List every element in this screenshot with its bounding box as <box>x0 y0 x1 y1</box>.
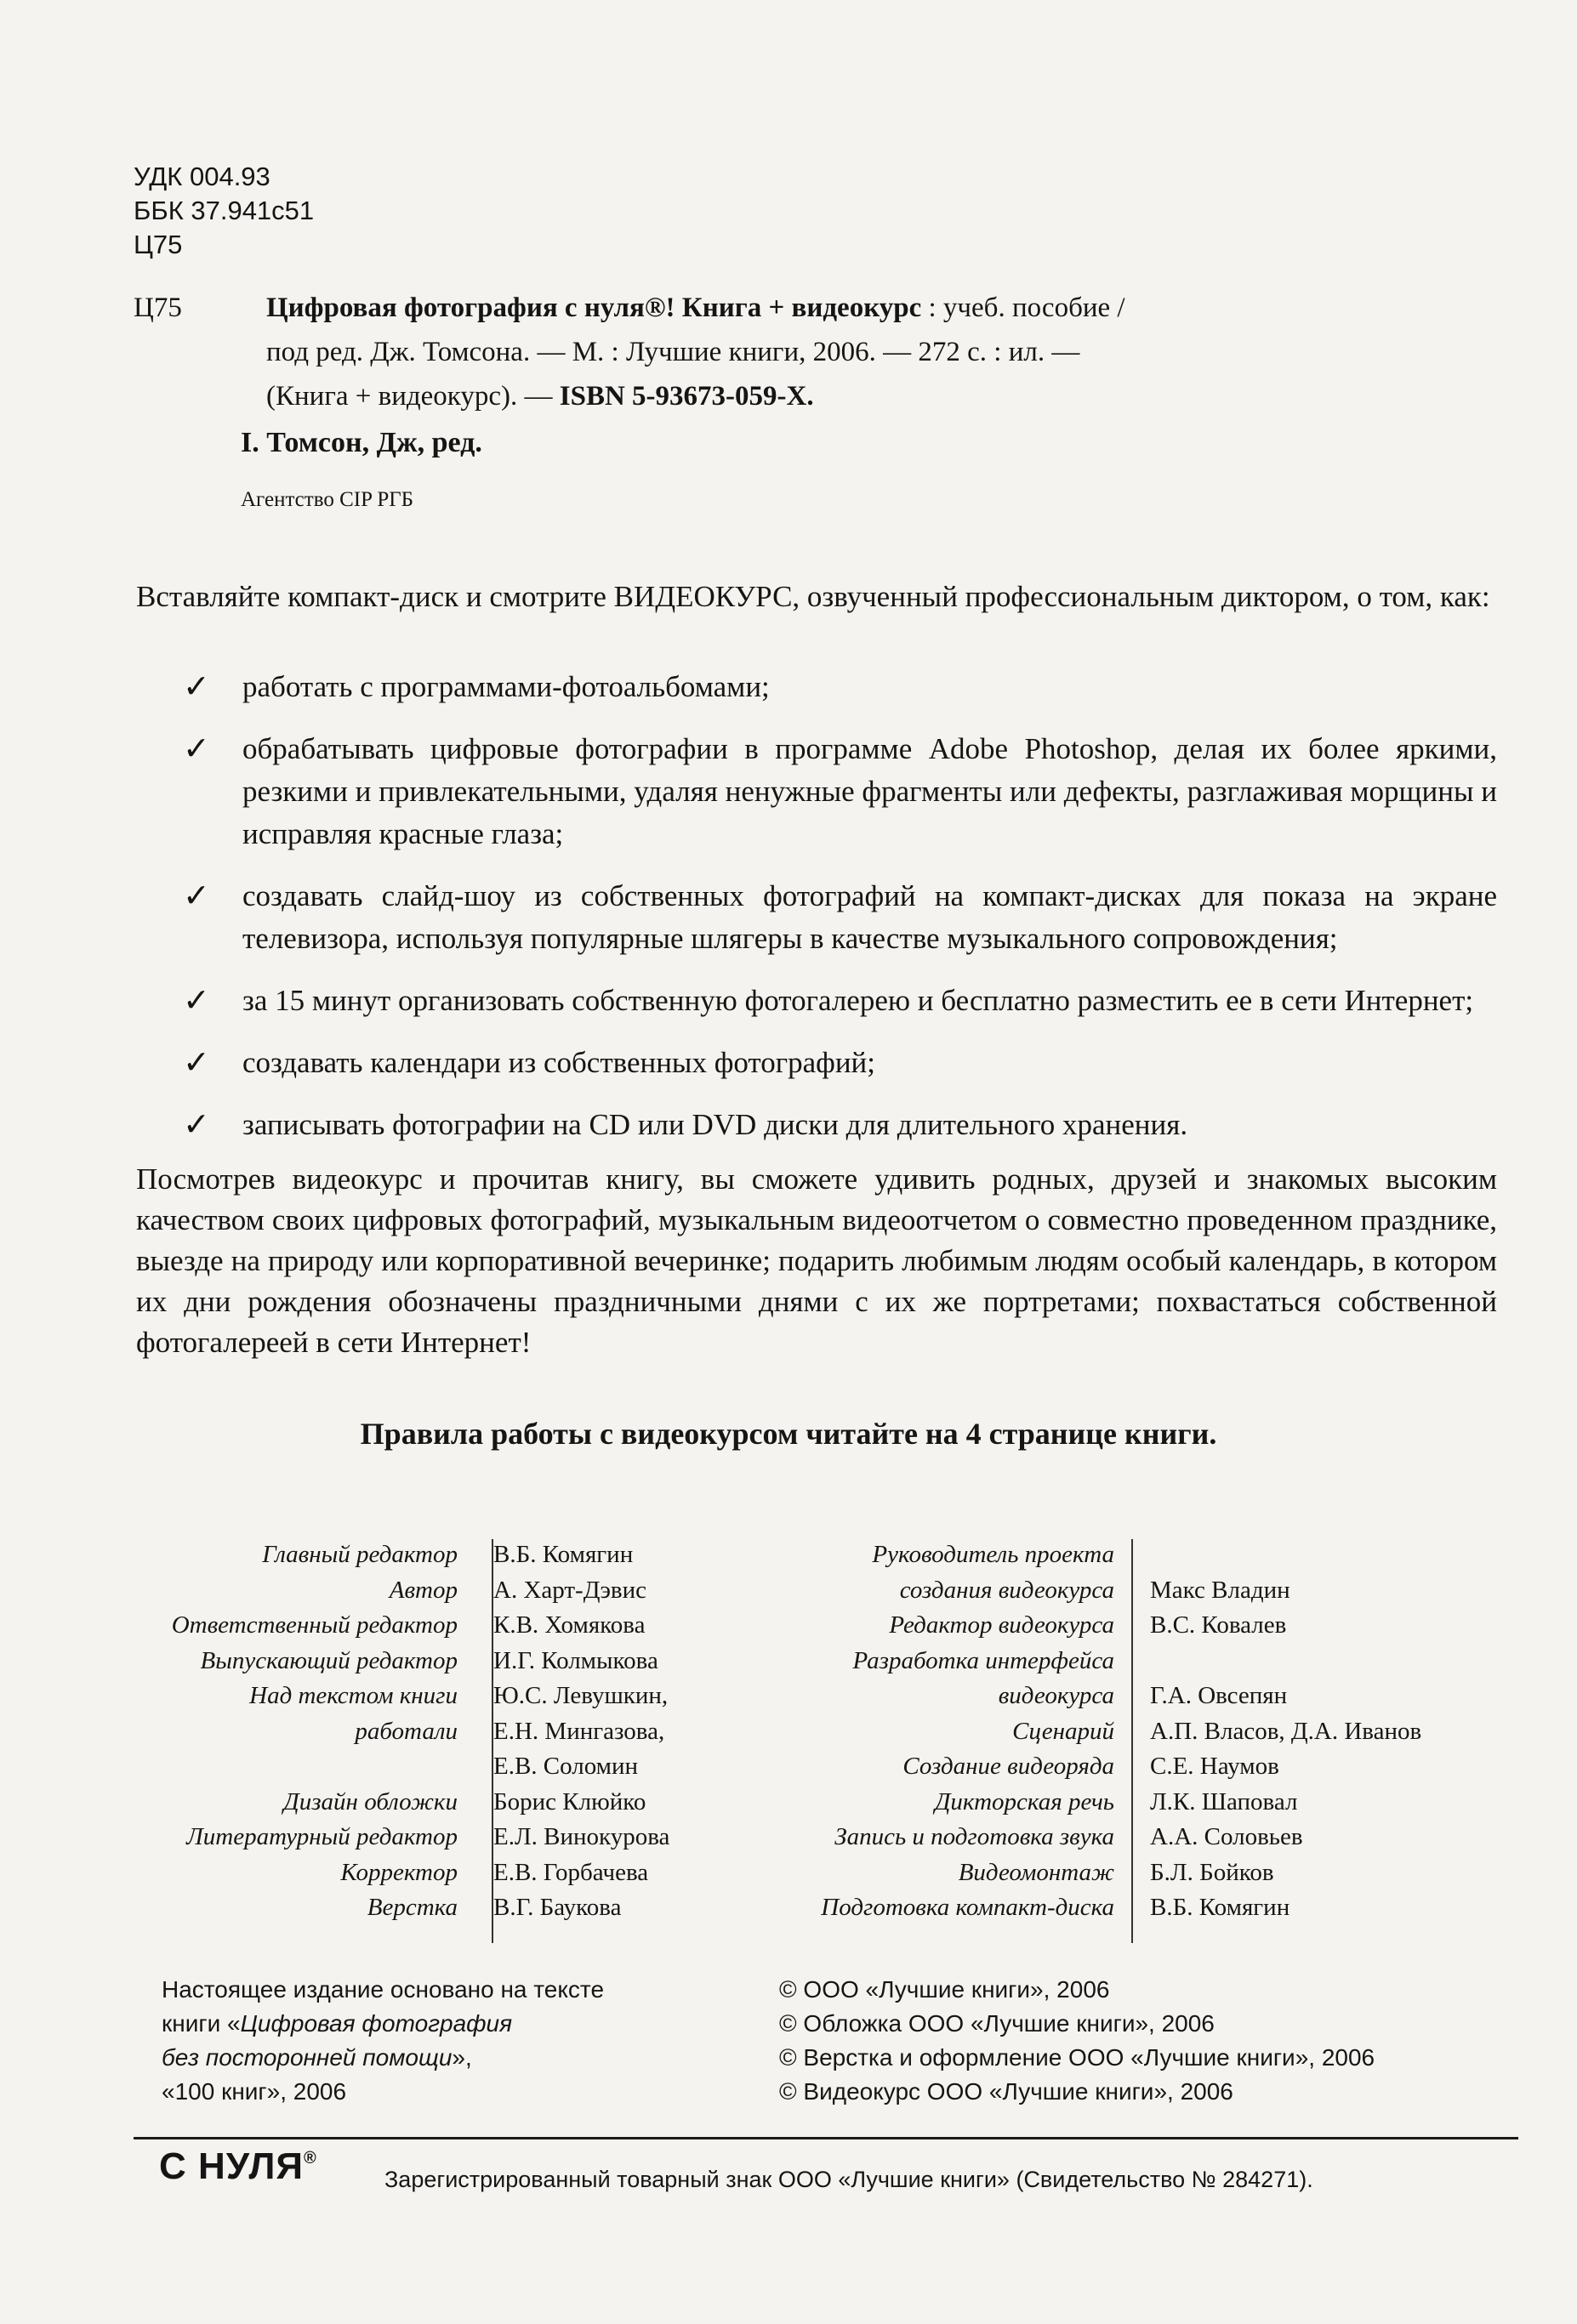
credit-person: А.А. Соловьев <box>1150 1823 1303 1850</box>
summary-paragraph: Посмотрев видеокурс и прочитав книгу, вы сможете удивить родных, друзей и знакомых высоким качеством своих цифровых фотографий, музыкальным видеоотчетом о совместно проведенном празднике, выезде на природу или корпоративной вечеринке; подарить любимым людям особый календарь, в котором их дни рождения обозначены праздничными днями с их же портретами; похвастаться собственной фотогалереей в сети Интернет! <box>136 1162 1497 1359</box>
book-title-rest: : учеб. пособие / <box>921 293 1125 323</box>
trademark-notice: Зарегистрированный товарный знак ООО «Лучшие книги» (Свидетельство № 284271). <box>384 2167 1313 2192</box>
list-item-text: за 15 минут организовать собственную фотогалерею и бесплатно разместить ее в сети Интернет; <box>242 984 1474 1017</box>
list-item-text: записывать фотографии на CD или DVD диски для длительного хранения. <box>242 1108 1188 1141</box>
credit-person: А. Харт-Дэвис <box>493 1576 647 1604</box>
credit-role: Литературный редактор <box>186 1823 458 1850</box>
copyright-line: © Верстка и оформление ООО «Лучшие книги», 2006 <box>779 2044 1375 2071</box>
credit-role: видеокурса <box>998 1682 1114 1709</box>
rules-note: Правила работы с видеокурсом читайте на 4 странице книги. <box>360 1417 1217 1451</box>
catalog-line-3 <box>266 374 1457 418</box>
credit-person: В.С. Ковалев <box>1150 1611 1287 1639</box>
source-text: книги « <box>162 2010 241 2037</box>
credit-role: Сценарий <box>1012 1717 1114 1745</box>
credit-role: Выпускающий редактор <box>200 1646 458 1674</box>
credit-role: создания видеокурса <box>899 1576 1114 1604</box>
catalog-line-2: под ред. Дж. Томсона. — М. : Лучшие книги, 2006. — 272 с. : ил. — <box>266 337 1080 367</box>
credit-person: Б.Л. Бойков <box>1150 1858 1274 1886</box>
copyright-line: © ООО «Лучшие книги», 2006 <box>779 1976 1110 2003</box>
brand-logo <box>159 2145 317 2188</box>
credit-row <box>783 1644 1507 1679</box>
credits-left <box>128 1537 766 1926</box>
registered-mark: ® <box>303 2149 317 2168</box>
credit-row <box>128 1785 766 1821</box>
footer-rule <box>134 2137 1518 2139</box>
credit-row <box>128 1608 766 1644</box>
copyright-line: © Обложка ООО «Лучшие книги», 2006 <box>779 2010 1215 2037</box>
credit-row <box>128 1820 766 1855</box>
credit-person: Е.В. Горбачева <box>493 1858 649 1886</box>
credit-person: К.В. Хомякова <box>493 1611 646 1639</box>
intro-paragraph: Вставляйте компакт-диск и смотрите ВИДЕОКУРС, озвученный профессиональным диктором, о том, как: <box>136 580 1490 613</box>
list-item-text: создавать слайд-шоу из собственных фотографий на компакт-дисках для показа на экране телевизора, используя популярные шлягеры в качестве музыкального сопровождения; <box>242 879 1497 955</box>
check-icon: ✓ <box>183 878 210 914</box>
list-item <box>136 980 1497 1022</box>
bbk-code: ББК 37.941с51 <box>134 196 315 225</box>
book-title: Цифровая фотография с нуля®! Книга + видеокурс <box>266 293 922 323</box>
credit-role: Видеомонтаж <box>958 1858 1114 1886</box>
copyright-block <box>779 1973 1375 2109</box>
credit-person: Е.Л. Винокурова <box>493 1823 670 1850</box>
copyright-line: © Видеокурс ООО «Лучшие книги», 2006 <box>779 2078 1233 2105</box>
check-icon: ✓ <box>183 1045 210 1081</box>
credit-role: Над текстом книги <box>249 1682 458 1709</box>
credit-row <box>783 1855 1507 1891</box>
credit-role: Разработка интерфейса <box>852 1646 1114 1674</box>
credit-row <box>128 1644 766 1679</box>
credit-role: Создание видеоряда <box>902 1753 1114 1780</box>
brand-name: С НУЛЯ <box>159 2145 304 2187</box>
credit-role: Подготовка компакт-диска <box>821 1894 1114 1921</box>
isbn: ISBN 5-93673-059-X. <box>559 381 814 412</box>
classification-block <box>134 160 314 262</box>
credit-row <box>783 1714 1507 1750</box>
credit-row <box>128 1537 766 1573</box>
catalog-editor: I. Томсон, Дж, ред. <box>241 427 482 458</box>
list-item-text: создавать календари из собственных фотографий; <box>242 1046 876 1079</box>
series-text: (Книга + видеокурс). — <box>266 381 560 412</box>
credit-row <box>128 1573 766 1609</box>
list-item <box>136 666 1497 708</box>
catalog-agency: Агентство CIP РГБ <box>241 488 414 511</box>
check-icon: ✓ <box>183 731 210 767</box>
credit-role: Дизайн обложки <box>283 1787 458 1815</box>
list-item <box>136 1042 1497 1084</box>
credit-role: Верстка <box>367 1894 458 1921</box>
credit-person: В.Г. Баукова <box>493 1894 622 1921</box>
catalog-body <box>266 286 1457 418</box>
credit-row <box>783 1820 1507 1855</box>
credit-person <box>1133 1644 1507 1679</box>
credit-role: Автор <box>389 1576 458 1604</box>
credit-role: Руководитель проекта <box>872 1541 1114 1568</box>
source-line-1: Настоящее издание основано на тексте <box>162 1976 605 2003</box>
credit-role: Ответственный редактор <box>171 1611 458 1639</box>
credit-row <box>783 1749 1507 1785</box>
check-icon: ✓ <box>183 1107 210 1143</box>
credit-role: Главный редактор <box>262 1541 458 1568</box>
credit-person: Е.Н. Мингазова, <box>493 1717 665 1745</box>
source-edition-note <box>162 1973 604 2109</box>
credit-role: Редактор видеокурса <box>889 1611 1114 1639</box>
credit-row <box>128 1749 766 1785</box>
credit-role <box>128 1749 476 1785</box>
credit-role: Запись и подготовка звука <box>834 1823 1114 1850</box>
credit-row <box>128 1890 766 1926</box>
credit-person: В.Б. Комягин <box>493 1541 634 1568</box>
credit-row <box>783 1537 1507 1573</box>
credit-person: Л.К. Шаповал <box>1150 1787 1298 1815</box>
feature-list <box>136 666 1497 1166</box>
credit-row <box>128 1714 766 1750</box>
credit-row <box>783 1679 1507 1714</box>
source-title: без посторонней помощи <box>162 2044 453 2071</box>
list-item-text: обрабатывать цифровые фотографии в программе Adobe Photoshop, делая их более яркими, резкими и привлекательными, удаляя ненужные фрагменты или дефекты, разглаживая морщины и исправляя красные глаза; <box>242 732 1497 850</box>
check-icon: ✓ <box>183 669 210 705</box>
credit-row <box>128 1855 766 1891</box>
catalog-code: Ц75 <box>134 293 182 323</box>
credit-person: Макс Владин <box>1150 1576 1290 1604</box>
credit-person: А.П. Власов, Д.А. Иванов <box>1150 1717 1422 1745</box>
credit-row <box>128 1679 766 1714</box>
credit-person: Ю.С. Левушкин, <box>493 1682 669 1709</box>
list-item <box>136 728 1497 855</box>
catalog-line-1 <box>266 286 1457 330</box>
credit-person: С.Е. Наумов <box>1150 1753 1279 1780</box>
credit-row <box>783 1608 1507 1644</box>
credit-row <box>783 1573 1507 1609</box>
credit-role: Корректор <box>340 1858 458 1886</box>
credit-row <box>783 1890 1507 1926</box>
credit-person: В.Б. Комягин <box>1150 1894 1290 1921</box>
credits-divider-right <box>1131 1539 1133 1943</box>
credits-right <box>783 1537 1507 1926</box>
source-line-4: «100 книг», 2006 <box>162 2078 347 2105</box>
list-item <box>136 875 1497 960</box>
credits-divider-left <box>492 1539 493 1943</box>
credit-role: работали <box>355 1717 458 1745</box>
author-mark: Ц75 <box>134 230 183 259</box>
credit-person <box>1133 1537 1507 1573</box>
udk-code: УДК 004.93 <box>134 162 270 191</box>
source-line-3 <box>162 2041 604 2075</box>
list-item <box>136 1104 1497 1146</box>
credit-person: Е.В. Соломин <box>493 1753 639 1780</box>
credit-person: Борис Клюйко <box>493 1787 646 1815</box>
source-line-2 <box>162 2007 604 2041</box>
source-text: », <box>452 2044 472 2071</box>
credit-role: Дикторская речь <box>934 1787 1114 1815</box>
check-icon: ✓ <box>183 983 210 1019</box>
credit-row <box>783 1785 1507 1821</box>
list-item-text: работать с программами-фотоальбомами; <box>242 670 770 703</box>
credit-person: И.Г. Колмыкова <box>493 1646 658 1674</box>
credit-person: Г.А. Овсепян <box>1150 1682 1288 1709</box>
source-title: Цифровая фотография <box>240 2010 513 2037</box>
